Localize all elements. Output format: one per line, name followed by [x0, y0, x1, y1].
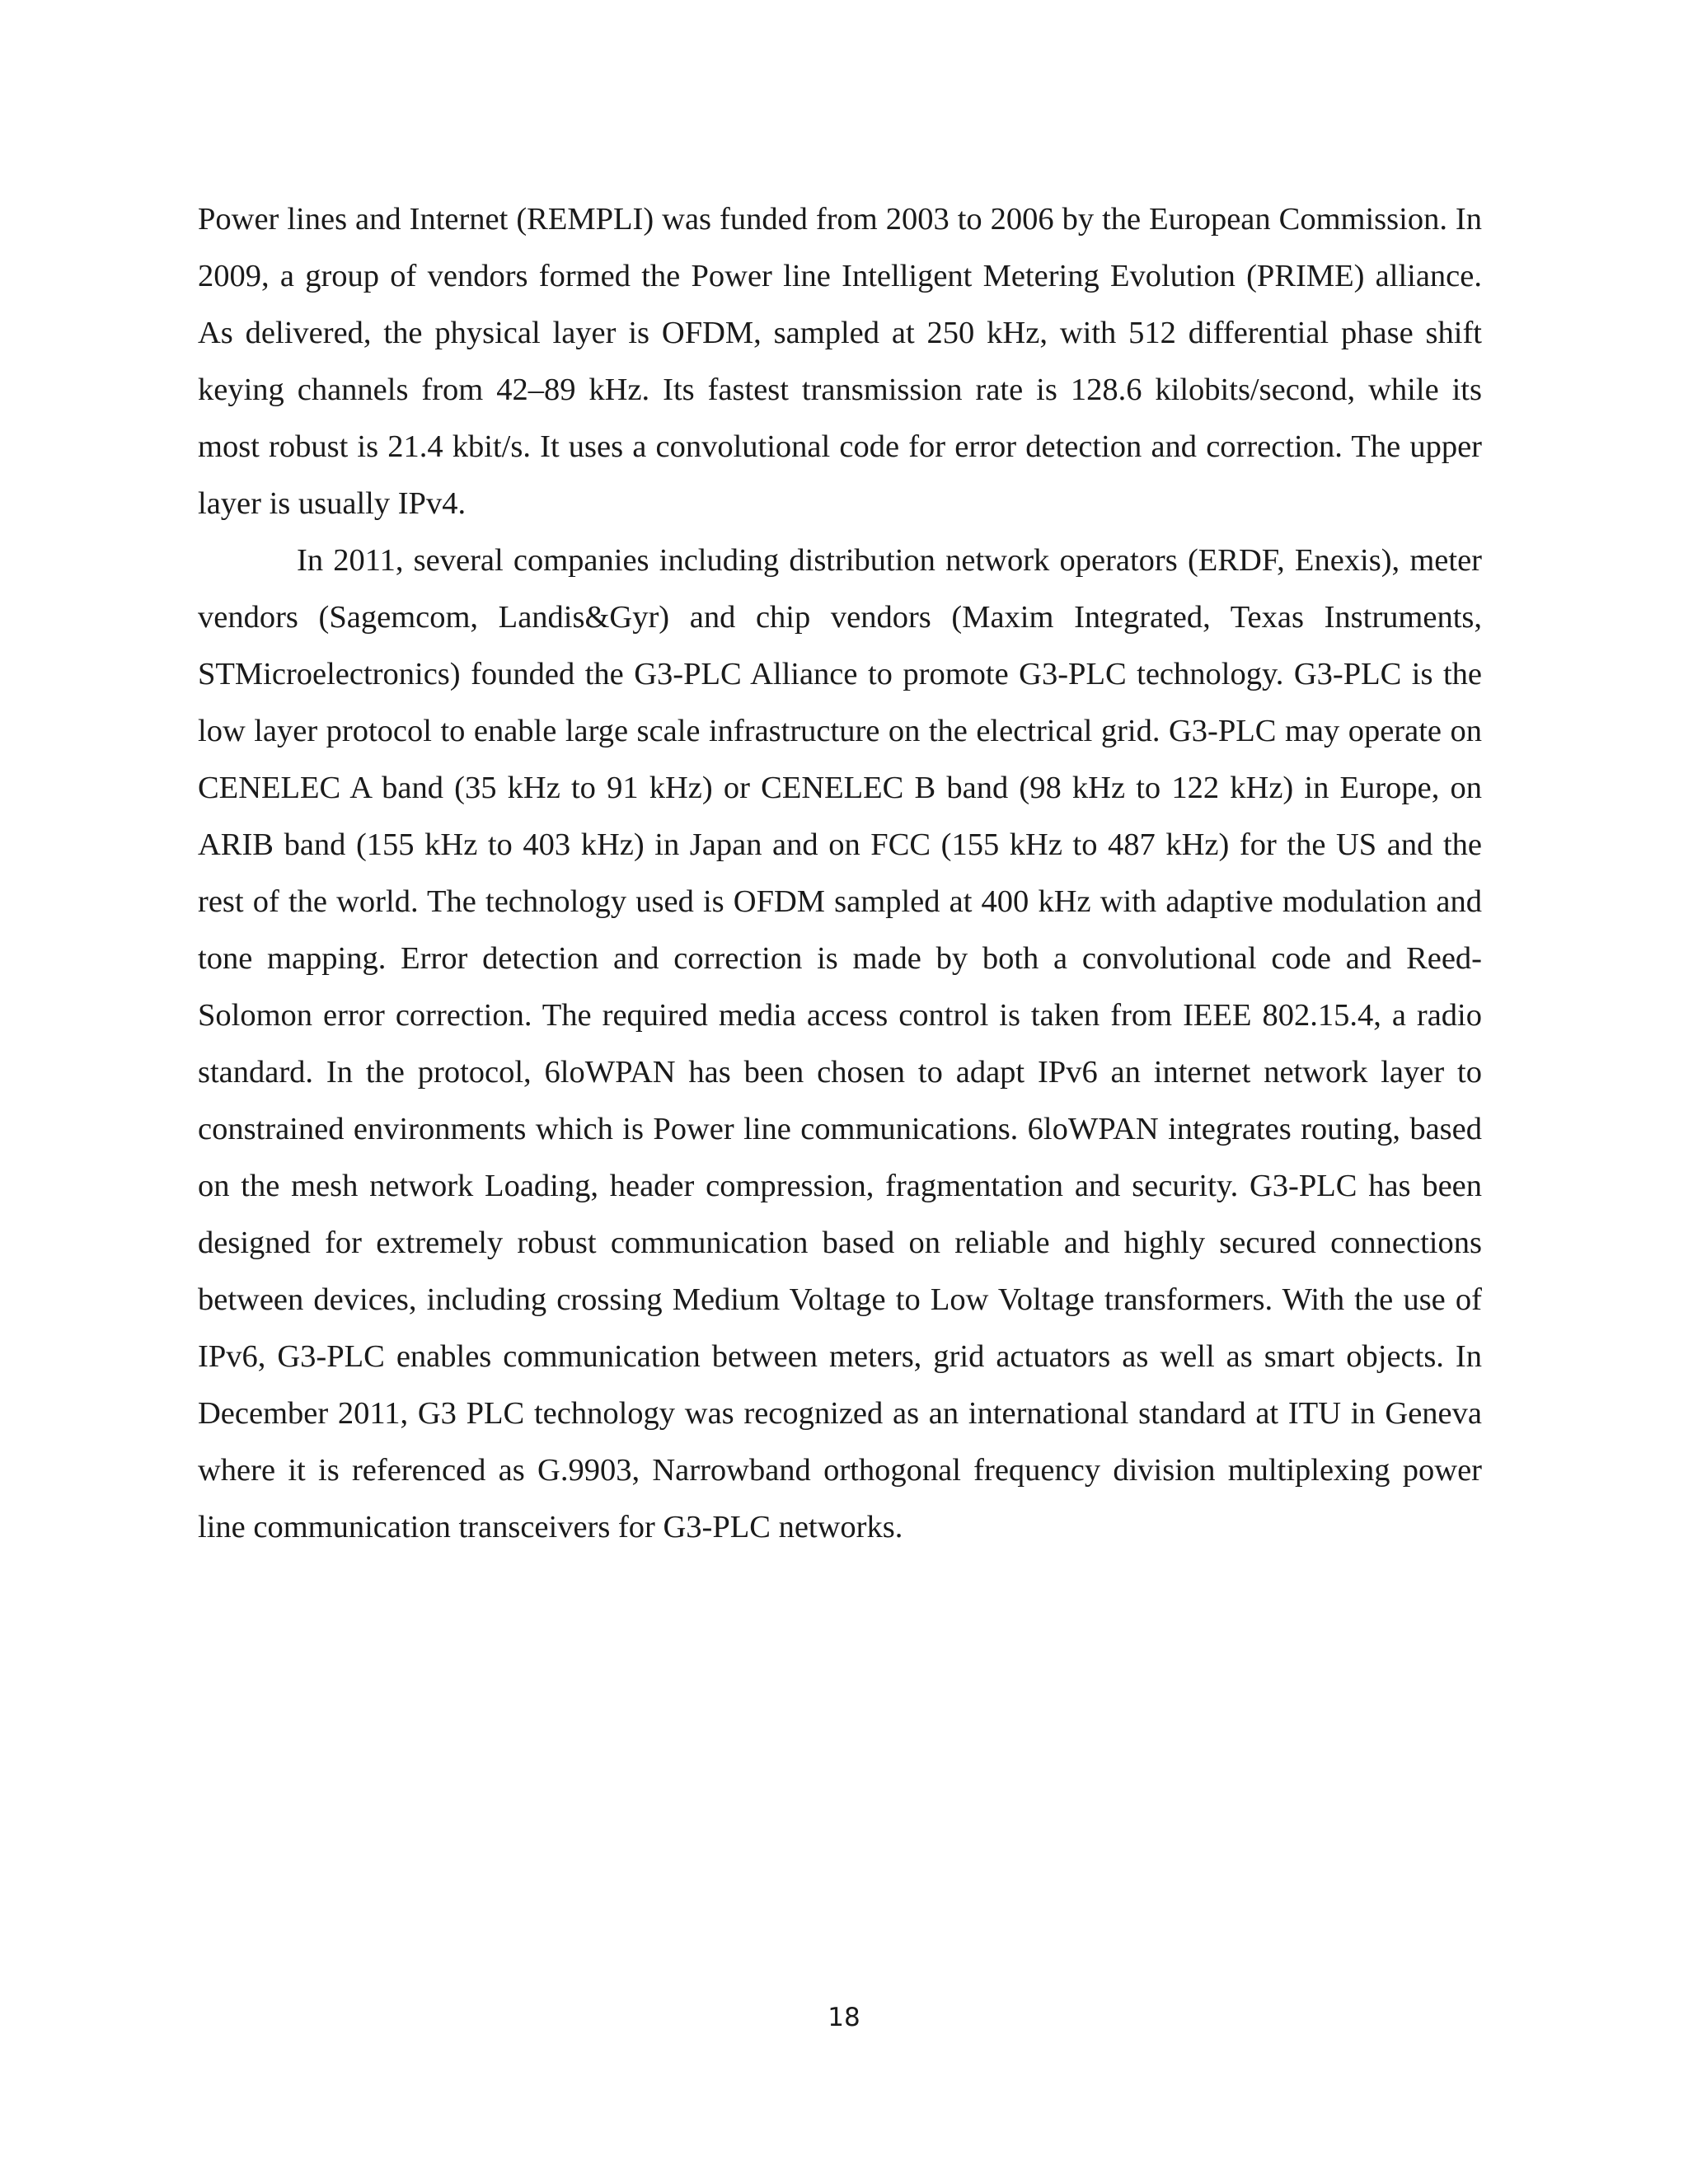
body-text: [198, 191, 1482, 1556]
paragraph-rempli-prime: Power lines and Internet (REMPLI) was funded from 2003 to 2006 by the European Commission. In 2009, a group of vendors formed the Power line Intelligent Metering Evolution (PRIME) alliance. As delivered, the physical layer is OFDM, sampled at 250 kHz, with 512 differential phase shift keying channels from 42–89 kHz. Its fastest transmission rate is 128.6 kilobits/second, while its most robust is 21.4 kbit/s. It uses a convolutional code for error detection and correction. The upper layer is usually IPv4.: [198, 202, 1482, 521]
paragraph-g3-plc: In 2011, several companies including distribution network operators (ERDF, Enexis), meter vendors (Sagemcom, Landis&Gyr) and chip vendors (Maxim Integrated, Texas Instruments, STMicroelectronics) founded the G3-PLC Alliance to promote G3-PLC technology. G3-PLC is the low layer protocol to enable large scale infrastructure on the electrical grid. G3-PLC may operate on CENELEC A band (35 kHz to 91 kHz) or CENELEC B band (98 kHz to 122 kHz) in Europe, on ARIB band (155 kHz to 403 kHz) in Japan and on FCC (155 kHz to 487 kHz) for the US and the rest of the world. The technology used is OFDM sampled at 400 kHz with adaptive modulation and tone mapping. Error detection and correction is made by both a convolutional code and Reed-Solomon error correction. The required media access control is taken from IEEE 802.15.4, a radio standard. In the protocol, 6loWPAN has been chosen to adapt IPv6 an internet network layer to constrained environments which is Power line communications. 6loWPAN integrates routing, based on the mesh network Loading, header compression, fragmentation and security. G3-PLC has been designed for extremely robust communication based on reliable and highly secured connections between devices, including crossing Medium Voltage to Low Voltage transformers. With the use of IPv6, G3-PLC enables communication between meters, grid actuators as well as smart objects. In December 2011, G3 PLC technology was recognized as an international standard at ITU in Geneva where it is referenced as G.9903, Narrowband orthogonal frequency division multiplexing power line communication transceivers for G3-PLC networks.: [198, 543, 1482, 1544]
page-number: 18: [828, 2003, 860, 2032]
